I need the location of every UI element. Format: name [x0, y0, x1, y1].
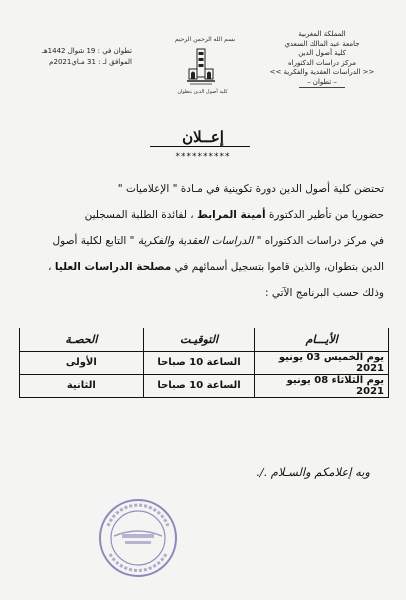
body-line-2: حضوريا من تأطير الدكتورة أمينة المرابط ، لفائدة الطلبة المسجلين [84, 209, 384, 221]
gregorian-date: الموافق لـ : 31 مـاي2021م [49, 58, 132, 66]
date-block [22, 46, 132, 68]
cell-day: يوم الثلاثاء 08 يونيو 2021 [255, 374, 389, 397]
schedule-header-row [20, 328, 389, 351]
table-row [20, 351, 389, 374]
kingdom-name: المملكة المغربية [298, 30, 346, 38]
logo-caption: كلية أصول الدين بتطوان [177, 89, 228, 95]
header-session: الحصـة [20, 328, 144, 351]
institution-header [252, 30, 392, 88]
body-line-1: تحتضن كلية أصول الدين دورة تكوينية في مـادة " الإعلاميات " [117, 183, 384, 195]
body-line-3: في مركز دراسات الدكتوراه " الدراسات العقدية والفكرية " التابع لكلية أصول [52, 235, 384, 247]
header-time: التوقيـت [143, 328, 255, 351]
city-name: – تطوان – [299, 78, 345, 89]
cell-session: الثانية [20, 374, 144, 397]
table-row [20, 374, 389, 397]
title-underline [150, 146, 250, 147]
faculty-name: كلية أصول الدين [298, 49, 346, 57]
cell-time: الساعة 10 صباحا [143, 374, 255, 397]
center-name: مركز دراسات الدكتوراه [287, 58, 357, 67]
cell-session: الأولى [20, 351, 144, 374]
faculty-logo [186, 47, 216, 89]
trainer-name: أمينة المرابط [196, 209, 266, 221]
body-line-4: الدين بتطوان، والذين قاموا بتسجيل أسمائهم في مصلحة الدراسات العليا ، [48, 261, 384, 273]
official-stamp [96, 496, 180, 580]
title-stars: ********** [175, 152, 231, 162]
cell-time: الساعة 10 صباحا [143, 351, 255, 374]
closing-line: وبه إعلامكم والسـلام ./. [255, 465, 370, 479]
hijri-date: تطوان في : 19 شوال 1442هـ [41, 47, 132, 55]
header-days: الأيـــام [255, 328, 389, 351]
program-title: الدراسات العقدية والفكرية [137, 235, 254, 247]
announcement-body [22, 176, 384, 306]
program-name: << الدراسات العقدية والفكرية >> [269, 68, 375, 76]
basmala: بسم الله الرحمن الرحيم [174, 36, 236, 43]
university-name: جامعة عبد المالك السعدي [284, 39, 360, 48]
body-line-5: وذلك حسب البرنامج الآتي : [264, 287, 384, 299]
announcement-title: إعــلان [182, 128, 224, 146]
schedule-table [19, 328, 389, 398]
cell-day: يوم الخميس 03 يونيو 2021 [255, 351, 389, 374]
office-name: مصلحة الدراسات العليا [54, 261, 172, 273]
